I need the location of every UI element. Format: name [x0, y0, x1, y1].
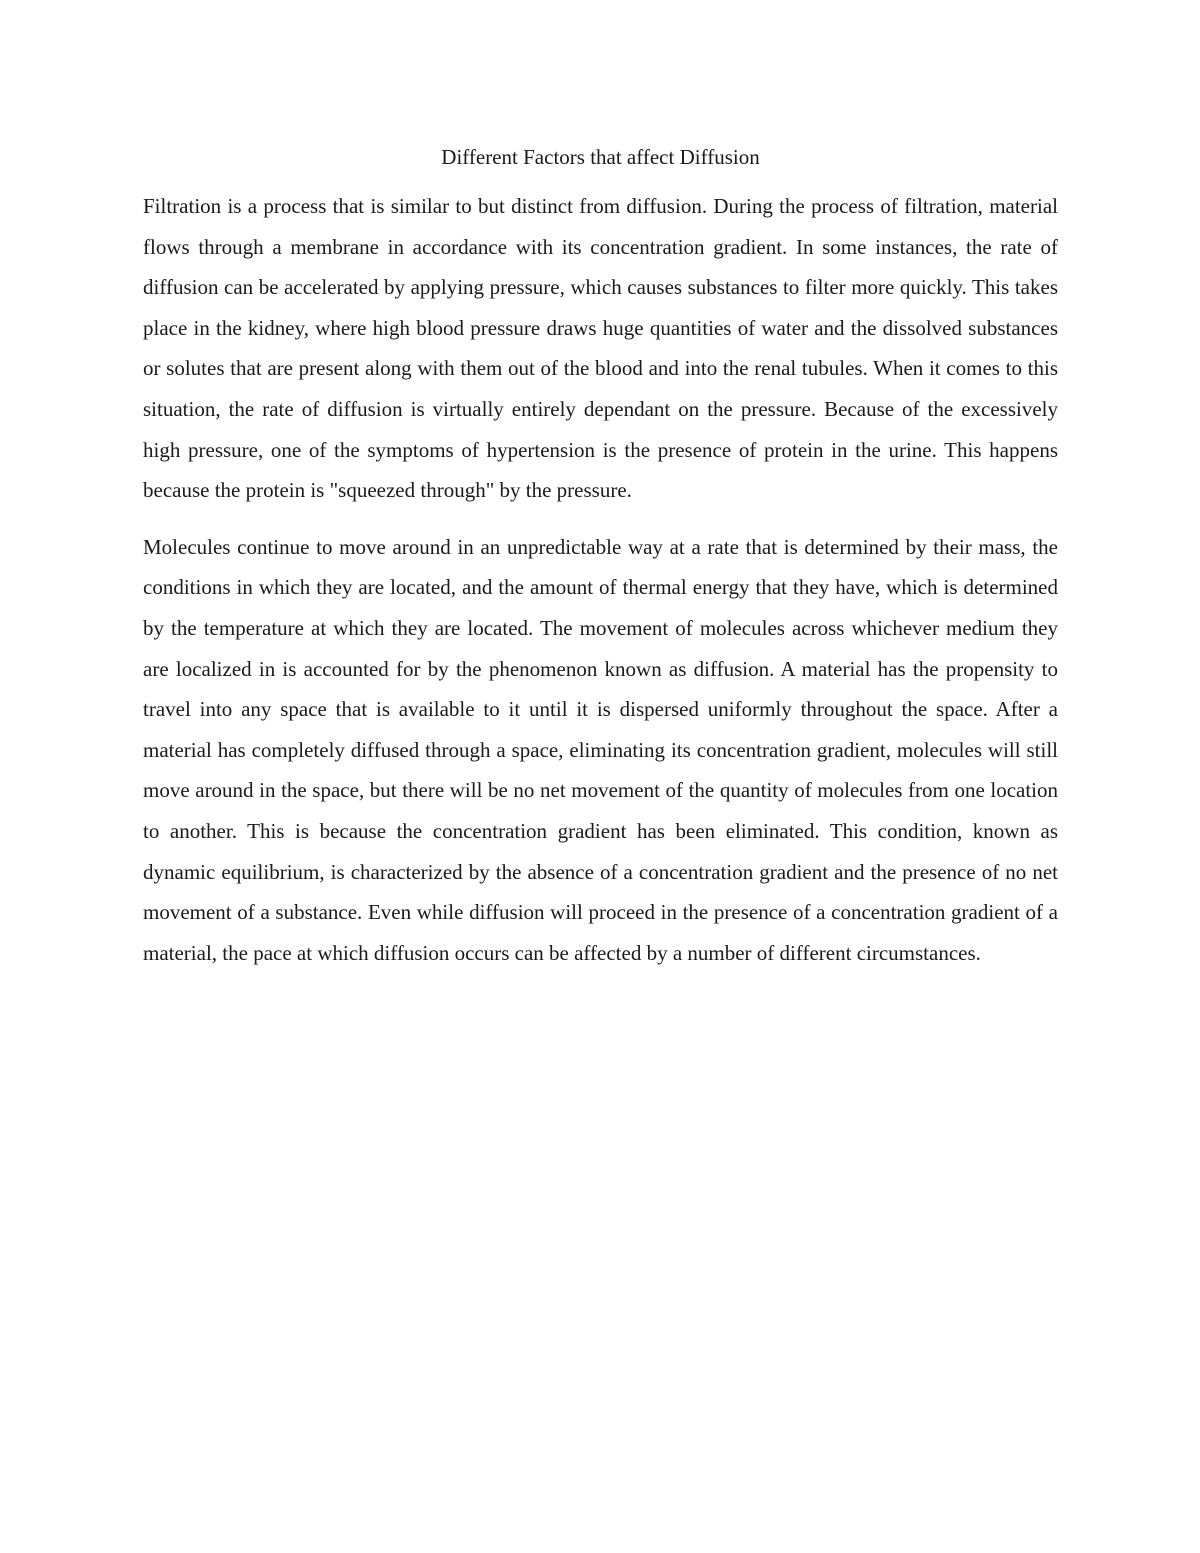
- paragraph-filtration: Filtration is a process that is similar to but distinct from diffusion. During the process of filtration, material flows through a membrane in accordance with its concentration gradient. In some instances, the rate of diffusion can be accelerated by applying pressure, which causes substances to filter more quickly. This takes place in the kidney, where high blood pressure draws huge quantities of water and the dissolved substances or solutes that are present along with them out of the blood and into the renal tubules. When it comes to this situation, the rate of diffusion is virtually entirely dependant on the pressure. Because of the excessively high pressure, one of the symptoms of hypertension is the presence of protein in the urine. This happens because the protein is "squeezed through" by the pressure.: [143, 194, 1058, 503]
- document-body: [143, 140, 1058, 989]
- paragraph-molecular-movement: Molecules continue to move around in an unpredictable way at a rate that is determined by their mass, the conditions in which they are located, and the amount of thermal energy that they have, which is determined by the temperature at which they are located. The movement of molecules across whichever medium they are localized in is accounted for by the phenomenon known as diffusion. A material has the propensity to travel into any space that is available to it until it is dispersed uniformly throughout the space. After a material has completely diffused through a space, eliminating its concentration gradient, molecules will still move around in the space, but there will be no net movement of the quantity of molecules from one location to another. This is because the concentration gradient has been eliminated. This condition, known as dynamic equilibrium, is characterized by the absence of a concentration gradient and the presence of no net movement of a substance. Even while diffusion will proceed in the presence of a concentration gradient of a material, the pace at which diffusion occurs can be affected by a number of different circumstances.: [143, 534, 1058, 965]
- document-title: Different Factors that affect Diffusion: [441, 145, 760, 169]
